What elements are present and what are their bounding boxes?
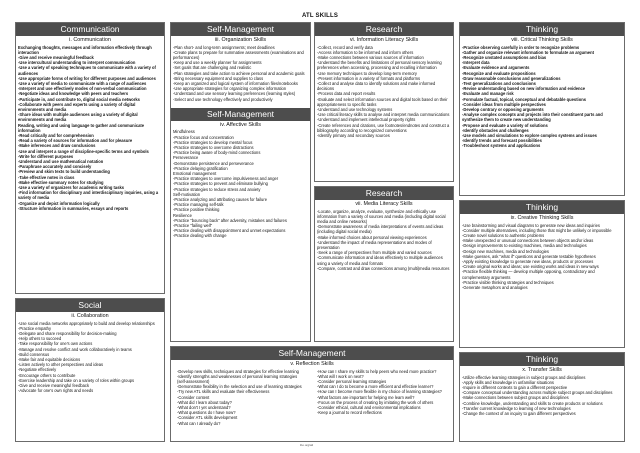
list-item: Reading, writing and using language to gather and communicate information [18, 122, 145, 133]
list-item: -Use critical literacy skills to analyse and interpret media communications [317, 112, 450, 118]
credit-text: ibo.org/atl [300, 443, 314, 447]
list-item: -Preview and skim texts to build understanding [18, 169, 110, 175]
transfer-header: Thinking [460, 353, 624, 366]
list-item: -Keep an organized and logical system of information files/notebooks [173, 81, 298, 87]
list-item: -Participate in, and contribute to, digital social media networks [18, 96, 140, 102]
list-item: -Draw reasonable conclusions and generalizations [462, 75, 561, 81]
list-item: -Evaluate evidence and arguments [462, 65, 530, 71]
list-item: -Practice dealing with disappointment and unmet expectations [173, 228, 286, 234]
transfer-subheader: x. Transfer Skills [522, 367, 562, 373]
media-literacy-header: Research [315, 187, 453, 200]
list-item: -Troubleshoot systems and applications [462, 143, 541, 149]
list-item: -Develop contrary or opposing arguments [462, 107, 544, 113]
media-literacy-list [315, 209, 453, 271]
list-item: -Test generalizations and conclusions [462, 81, 536, 87]
list-item: -Make fair and equitable decisions [18, 357, 81, 363]
reflection-subheader: v. Reflection Skills [290, 361, 334, 367]
list-item: Self-motivation [173, 191, 201, 197]
list-item: -Compare, contrast and draw connections among (multi)media resources [317, 265, 450, 271]
list-item: -Communicate information and ideas effectively to multiple audiences using a variety of media and formats [317, 255, 443, 266]
list-item: -Interpret and use effectively modes of non-verbal communication [18, 86, 147, 92]
organization-subheader: iii. Organization Skills [214, 37, 267, 43]
list-item: -Present information in a variety of formats and platforms [317, 75, 421, 81]
list-item: -Change the context of an inquiry to gain different perspectives [462, 411, 576, 417]
list-item: -Practice "bouncing back" after adversity, mistakes and failures [173, 217, 287, 223]
list-item: -Analyse complex concepts and projects into their constituent parts and synthesize them to create new understanding [462, 112, 603, 123]
list-item: -Identify strengths and weaknesses of personal learning strategies (self-assessment) [177, 373, 298, 384]
list-item: -Make informed choices about personal viewing experiences [317, 234, 427, 240]
list-item: -Negotiate effectively [18, 367, 57, 373]
list-item: Perseverance [173, 155, 199, 161]
list-item: -Read critically and for comprehension [18, 133, 94, 139]
list-item: -Make inferences and draw conclusions [18, 143, 96, 149]
list-item: -Identify trends and forecast possibilities [462, 138, 542, 144]
list-item: -Propose and evaluate a variety of solutions [462, 122, 548, 128]
list-item: -Understand and implement intellectual property rights [317, 117, 416, 123]
list-item: -Make connections between various sources of information [317, 55, 424, 60]
list-item: -Process data and report results [317, 91, 376, 97]
list-item: -Read a variety of sources for information and for pleasure [18, 138, 133, 144]
list-item: -Evaluate and manage risk [462, 91, 514, 97]
list-item: -Negotiate ideas and knowledge with peers and teachers [18, 91, 129, 97]
list-item: -Make guesses, ask "what if" questions and generate testable hypotheses [462, 253, 596, 259]
self-management-panel [170, 22, 311, 342]
list-item: -Practice being aware of body-mind connections [173, 150, 261, 156]
media-literacy-subheader: vii. Media Literacy Skills [355, 201, 413, 207]
list-item: -Use social media networks appropriately to build and develop relationships [18, 320, 155, 326]
list-item: -Consider personal learning strategies [317, 379, 387, 384]
list-item: -Understand the benefits and limitations of personal sensory learning preferences when accessing, processing and recalling information [317, 60, 442, 71]
list-item: -Help others to succeed [18, 336, 62, 342]
transfer-list [460, 375, 624, 417]
list-item: -What can I do to become a more efficient and effective learner? [317, 384, 434, 390]
list-item: -Plan short- and long-term assignments; meet deadlines [173, 44, 275, 50]
list-item: -Use appropriate forms of writing for different purposes and audiences [18, 75, 156, 81]
creative-thinking-panel [459, 200, 625, 348]
list-item: -Transfer current knowledge to learning of new technologies [462, 405, 571, 411]
list-item: -Generate metaphors and analogies [462, 285, 528, 291]
list-item: -Demonstrate flexibility in the selection and use of learning strategies [177, 384, 302, 390]
communication-header: Communication [16, 23, 164, 36]
list-item: -Practice strategies to prevent and eliminate bullying [173, 181, 268, 187]
list-item: -Understand the impact of media representations and modes of presentation [317, 239, 432, 251]
social-list [16, 321, 164, 394]
list-item: -Keep and use a weekly planner for assignments [173, 60, 262, 66]
list-item: -Keep a journal to record reflections [317, 410, 382, 416]
list-item: -Consider ATL skills development [177, 415, 238, 421]
list-item: -Practice dealing with change [173, 233, 227, 239]
list-item: -Use a variety of speaking techniques to communicate with a variety of audiences [18, 65, 156, 76]
reflection-list-left [175, 369, 309, 426]
list-item: -Use appropriate strategies for organizing complex information [173, 86, 287, 92]
list-item: -Practice flexible thinking — develop multiple opposing, contradictory and complementary arguments [462, 269, 595, 280]
list-item: -Collect and analyse data to identify solutions and make informed decisions [317, 81, 436, 92]
list-item: -Set goals that are challenging and realistic [173, 65, 252, 71]
list-item: -Practice managing self-talk [173, 202, 224, 208]
list-item: -Practice strategies to develop mental focus [173, 139, 253, 145]
social-header: Social [16, 299, 164, 312]
social-subheader: ii. Collaboration [71, 313, 109, 319]
list-item: -Make connections between subject groups and disciplines [462, 395, 569, 401]
list-item: -Select and use technology effectively and productively [173, 96, 273, 102]
list-item: -Practice strategies to overcome impulsiveness and anger [173, 176, 279, 182]
list-item: -Create plans to prepare for summative assessments (examinations and performances) [173, 49, 304, 60]
list-item: -Take effective notes in class [18, 174, 75, 180]
communication-panel [15, 22, 165, 294]
list-item: -Organize and depict information logically [18, 200, 100, 206]
list-item: -Practice "failing well" [173, 223, 213, 229]
list-item: -Consider ideas from multiple perspectives [462, 101, 546, 107]
list-item: -Focus on the process of creating by imitating the work of others [317, 399, 434, 405]
list-item: -Find information for disciplinary and interdisciplinary inquiries, using a variety of media [18, 190, 159, 201]
list-item: -Collect, record and verify data [317, 44, 373, 50]
list-item: -How can I share my skills to help peers who need more practice? [317, 368, 437, 374]
list-item: Resilience [173, 212, 192, 218]
list-item: -Give and receive meaningful feedback [18, 55, 94, 60]
list-item: -Create original works and ideas; use existing works and ideas in new ways [462, 264, 599, 270]
list-item: -Use and interpret a range of discipline-specific terms and symbols [18, 148, 149, 154]
critical-thinking-subheader: viii. Critical Thinking Skills [511, 37, 573, 43]
list-item: -Use memory techniques to develop long-term memory [317, 70, 417, 76]
list-item: -Paraphrase accurately and concisely [18, 164, 92, 170]
list-item: -Structure information in summaries, essays and reports [18, 205, 129, 211]
list-item: -Combine knowledge, understanding and skills to create products or solutions [462, 400, 603, 406]
list-item: -Try new ATL skills and evaluate their effectiveness [177, 389, 270, 395]
creative-thinking-list [460, 223, 624, 291]
list-item: -Give and receive meaningful feedback [18, 383, 89, 389]
list-item: -Make effective summary notes for studying [18, 179, 104, 185]
list-item: -Practice observing carefully in order to recognize problems [462, 44, 580, 50]
list-item: -Take responsibility for one's own actions [18, 341, 93, 347]
list-item: -Interpret data [462, 60, 490, 66]
list-item: -Create novel solutions to authentic problems [462, 233, 545, 238]
list-item: -What factors are important for helping me learn well? [317, 394, 415, 400]
list-item: -Develop new skills, techniques and strategies for effective learning [177, 368, 299, 374]
communication-subheader: i. Communication [69, 37, 111, 43]
list-item: -Locate, organize, analyze, evaluate, synthesize and ethically use information from a variety of sources and media (including digital social media and online networks) [317, 208, 446, 224]
list-item: -Bring necessary equipment and supplies to class [173, 75, 264, 81]
list-item: -Practice analyzing and attributing causes for failure [173, 197, 267, 203]
list-item: -Make unexpected or unusual connections between objects and/or ideas [462, 238, 594, 244]
list-item: -Recognize unstated assumptions and bias [462, 55, 547, 60]
list-item: -Seek a range of perspectives from multiple and varied sources [317, 250, 432, 256]
list-item: -Consider ethical, cultural and environmental implications [317, 405, 421, 411]
list-item: -What questions do I have now? [177, 410, 236, 416]
list-item: -Design new machines, media and technologies [462, 248, 549, 254]
page-title: ATL SKILLS [301, 13, 339, 19]
list-item: -Understand and use sensory learning preferences (learning styles) [173, 91, 296, 97]
social-panel [15, 298, 165, 442]
list-item: -Plan strategies and take action to achieve personal and academic goals [173, 70, 305, 76]
list-item: -Share ideas with multiple audiences using a variety of digital environments and media [18, 112, 138, 123]
list-item: -Identify obstacles and challenges [462, 127, 529, 133]
info-literacy-subheader: vi. Information Literacy Skills [349, 37, 419, 43]
list-item: -What did I learn about today? [177, 399, 232, 405]
critical-thinking-panel [459, 22, 625, 196]
reflection-list-right [315, 369, 449, 426]
reflection-panel [170, 346, 454, 442]
communication-list [16, 45, 164, 212]
list-item: -Use brainstorming and visual diagrams to generate new ideas and inquiries [462, 222, 600, 228]
list-item: -Consider content [177, 394, 210, 400]
list-item: -Revise understanding based on new information and evidence [462, 86, 586, 92]
list-item: -Practice empathy [18, 325, 51, 331]
list-item: -Delegate and share responsibility for decision-making [18, 331, 117, 336]
list-item: -Practice visible thinking strategies and techniques [462, 279, 554, 285]
list-item: -What don't I yet understand? [177, 405, 231, 411]
list-item: -Practice focus and concentration [173, 134, 234, 140]
list-item: -Access information to be informed and inform others [317, 49, 414, 55]
list-item: -Practice strategies to reduce stress and anxiety [173, 186, 261, 192]
list-item: -Use models and simulations to explore complex systems and issues [462, 133, 597, 139]
list-item: -Demonstrate awareness of media interpretations of events and ideas (including digital social media) [317, 224, 444, 235]
list-item: -Build consensus [18, 351, 50, 357]
list-item: Exchanging thoughts, messages and information effectively through interaction [18, 44, 152, 55]
list-item: -Create references and citations, use footnotes/endnotes and construct a bibliography according to recognized conventions [317, 122, 450, 133]
list-item: -Practice positive thinking [173, 207, 220, 213]
list-item: -Identify primary and secondary sources [317, 133, 390, 139]
transfer-panel [459, 352, 625, 442]
list-item: -Exercise leadership and take on a variety of roles within groups [18, 377, 135, 383]
list-item: -Understand and use technology systems [317, 107, 393, 113]
media-literacy-panel [314, 186, 454, 342]
list-item: -Understand and use mathematical notation [18, 159, 104, 165]
list-item: -What will I work on next? [317, 373, 364, 379]
organization-header: Self-Management [171, 23, 310, 36]
list-item: -Use a variety of organizers for academic writing tasks [18, 185, 125, 191]
organization-list [171, 45, 310, 102]
list-item: -Manage and resolve conflict and work collaboratively in teams [18, 346, 132, 352]
list-item: Mindfulness [173, 129, 195, 135]
list-item: -Compare conceptual understanding across multiple subject groups and disciplines [462, 390, 613, 396]
list-item: -Consider multiple alternatives, including those that might be unlikely or impossible [462, 227, 612, 233]
list-item: Emotional management [173, 171, 217, 177]
list-item: -Listen actively to other perspectives and ideas [18, 362, 104, 368]
reflection-header: Self-Management [171, 347, 453, 360]
list-item: -Formulate factual, topical, conceptual and debatable questions [462, 96, 586, 102]
critical-thinking-list [460, 45, 624, 149]
list-item: -Utilize effective learning strategies in subject groups and disciplines [462, 374, 586, 380]
list-item: -Collaborate with peers and experts using a variety of digital environments and media [18, 101, 136, 113]
list-item: -Write for different purposes [18, 153, 74, 159]
list-item: -How can I become more flexible in my choice of learning strategies? [317, 389, 442, 395]
list-item: -Recognize and evaluate propositions [462, 70, 536, 76]
list-item: -Practice strategies to overcome distractions [173, 145, 254, 151]
creative-thinking-header: Thinking [460, 201, 624, 214]
info-literacy-header: Research [315, 23, 453, 36]
info-literacy-panel [314, 22, 454, 182]
list-item: -Apply existing knowledge to generate new ideas, products or processes [462, 259, 594, 265]
list-item: -Design improvements to existing machines, media and technologies [462, 243, 587, 249]
critical-thinking-header: Thinking [460, 23, 624, 36]
creative-thinking-subheader: ix. Creative Thinking Skills [510, 215, 574, 221]
affective-list [171, 129, 310, 238]
list-item: -Apply skills and knowledge in unfamiliar situations [462, 379, 554, 385]
affective-subheader: iv. Affective Skills [220, 121, 261, 128]
list-item: -What can I already do? [177, 420, 221, 426]
list-item: -Gather and organize relevant information to formulate an argument [462, 49, 594, 55]
list-item: -Inquire in different contexts to gain a different perspective [462, 385, 568, 390]
list-item: -Advocate for one's own rights and needs [18, 388, 94, 394]
list-item: -Demonstrate persistence and perseverance [173, 160, 254, 166]
list-item: -Encourage others to contribute [18, 372, 76, 378]
affective-header: Self-Management [171, 108, 310, 121]
info-literacy-list [315, 45, 453, 139]
list-item: -Use intercultural understanding to interpret communication [18, 60, 136, 66]
list-item: -Practice delaying gratification [173, 165, 228, 171]
list-item: -Evaluate and select information sources and digital tools based on their appropriateness to specific tasks [317, 96, 448, 107]
list-item: -Use a variety of media to communicate with a range of audiences [18, 81, 147, 87]
